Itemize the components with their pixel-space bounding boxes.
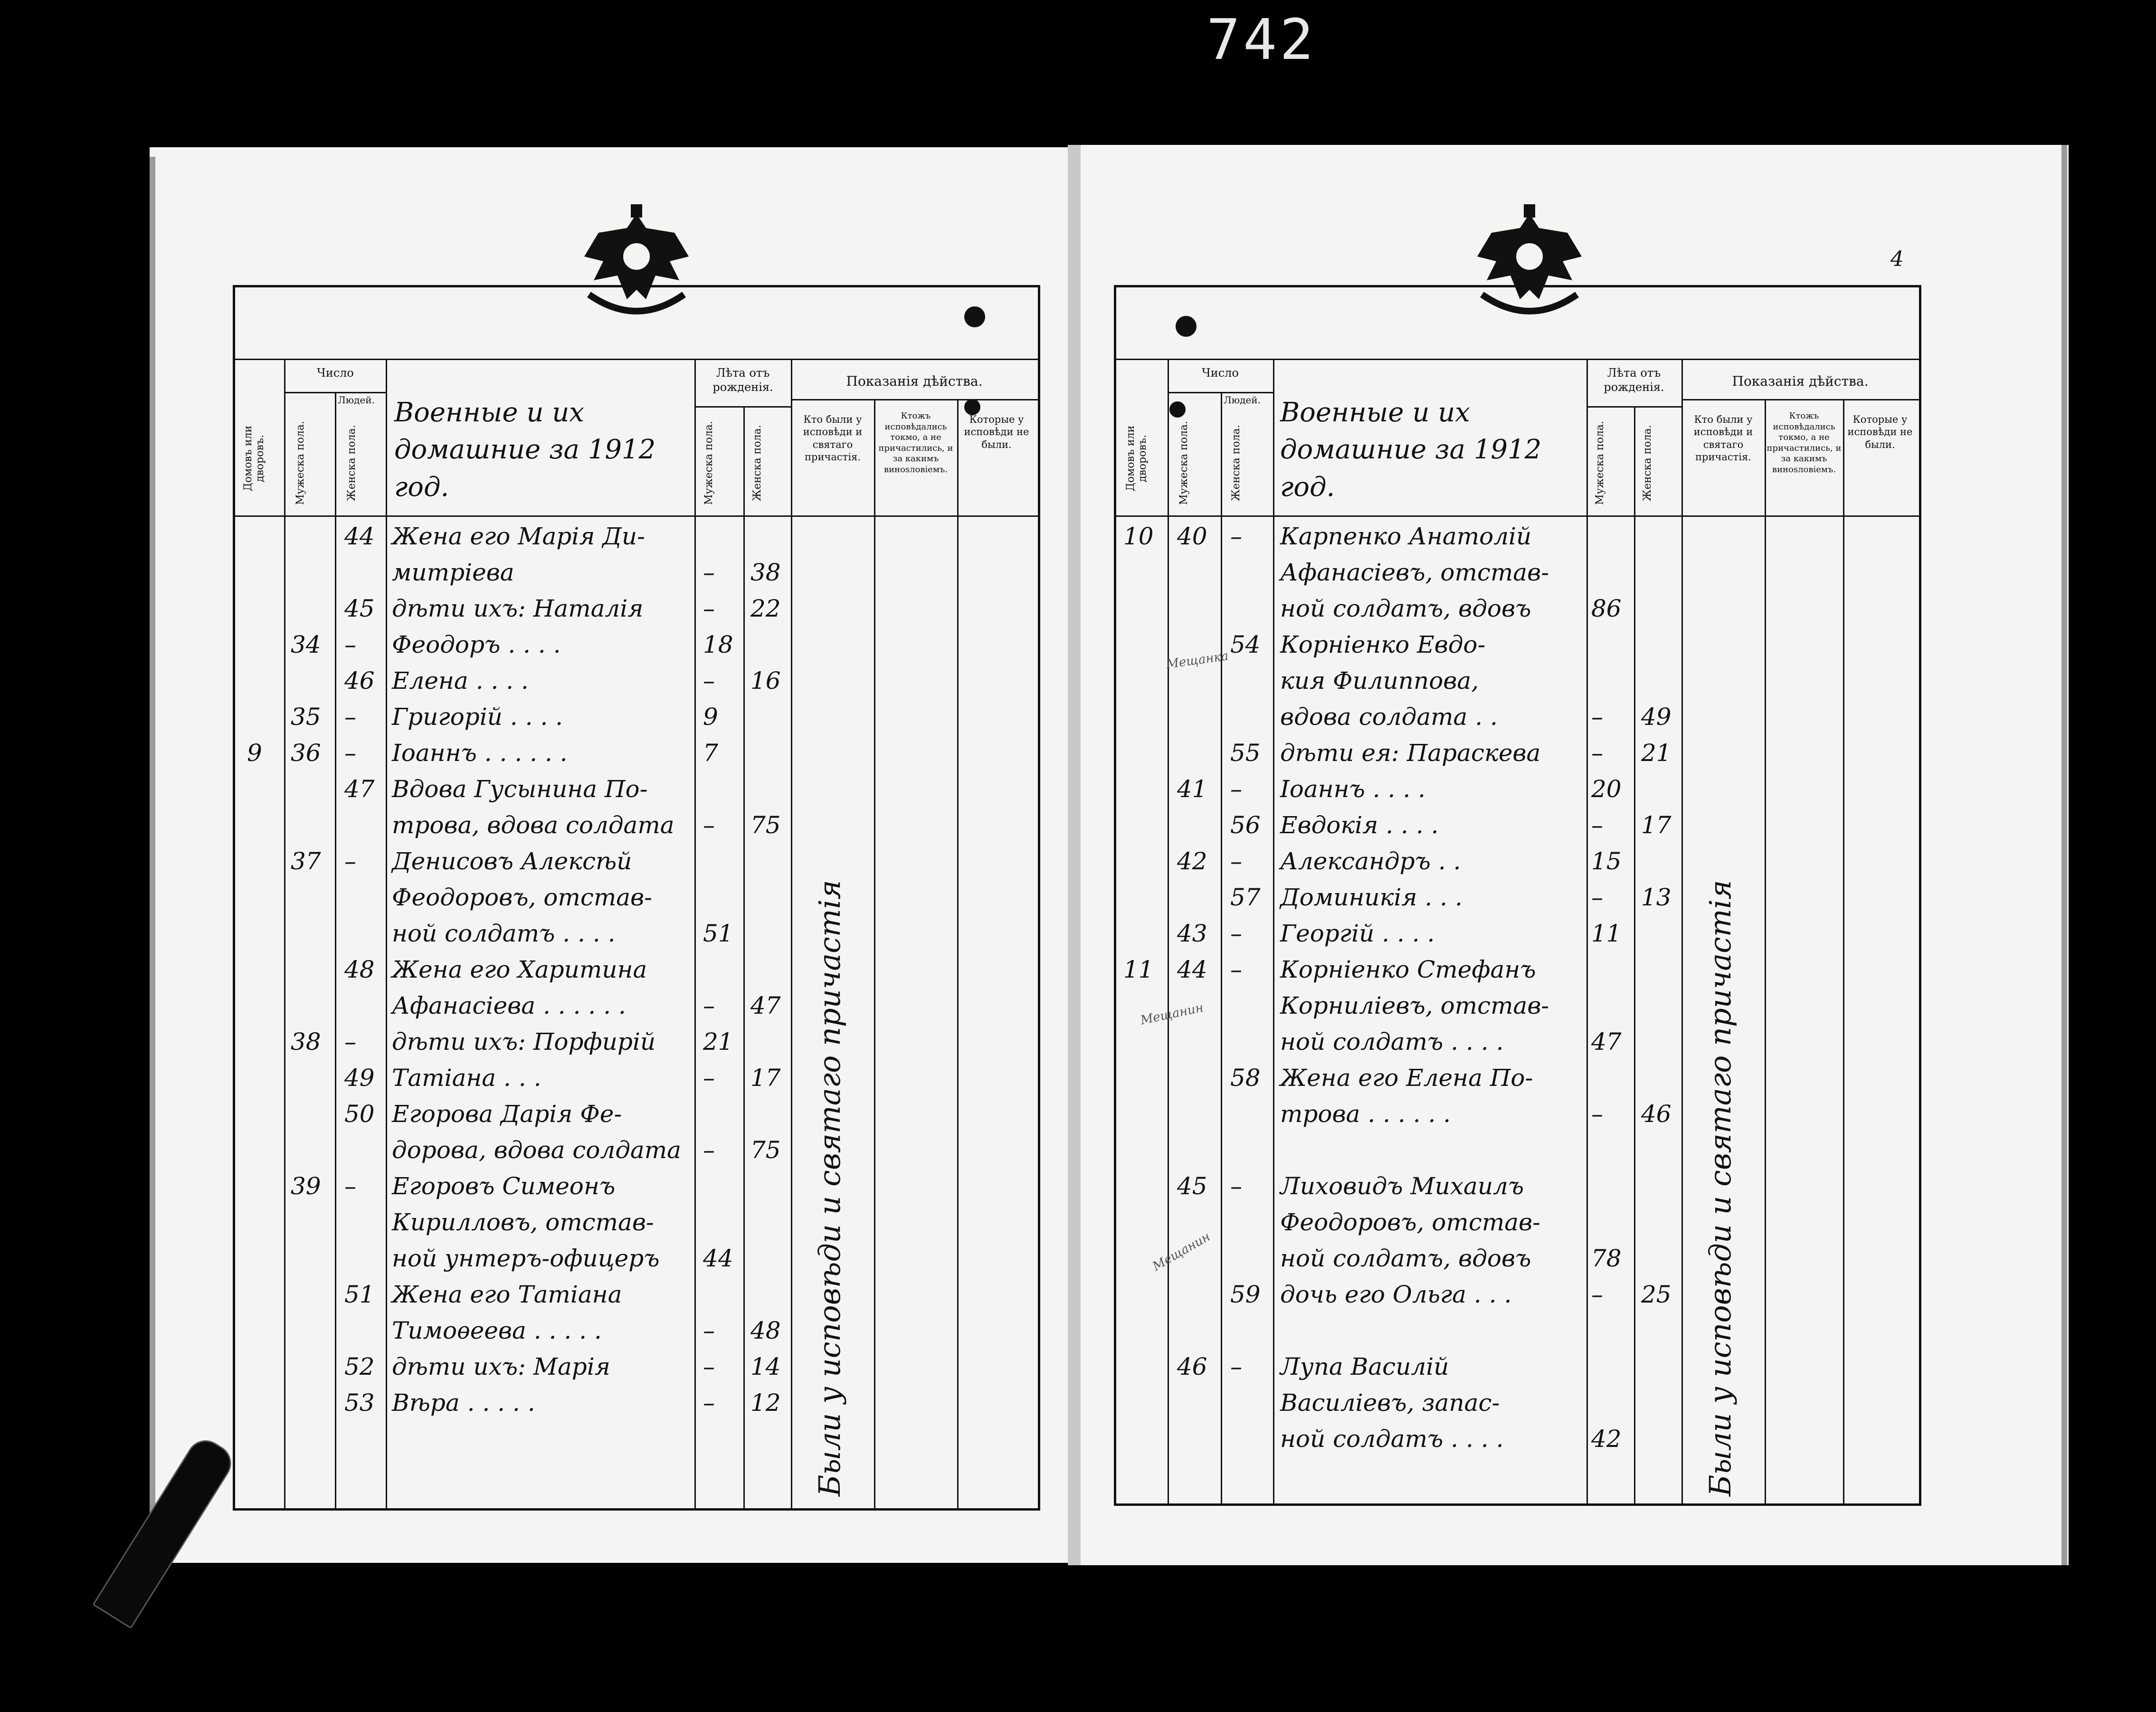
entry-name: Доминикія . . . (1280, 884, 1463, 911)
rule (335, 392, 336, 1508)
male-number: 44 (1177, 956, 1207, 983)
entry-name: дочь его Ольга . . . (1280, 1281, 1512, 1308)
age-male: – (703, 992, 715, 1019)
age-female: 47 (750, 992, 781, 1019)
age-female: 21 (1641, 739, 1672, 767)
age-female: 75 (750, 1136, 781, 1164)
age-male: 7 (703, 739, 718, 767)
female-number: – (344, 1172, 356, 1200)
age-male: – (703, 559, 715, 586)
male-number: 41 (1177, 775, 1207, 803)
margin-note: Мещанка (1165, 648, 1230, 672)
rule (1681, 399, 1919, 400)
rule (1114, 515, 1919, 517)
entry-name: Карпенко Анатолій (1280, 523, 1532, 550)
entry-name: ной солдатъ, вдовъ (1280, 1245, 1531, 1272)
rule (233, 515, 1038, 517)
rule (791, 359, 792, 1508)
age-female: 17 (750, 1064, 781, 1092)
female-number: 44 (344, 523, 375, 550)
header-kotorye: Которые у исповѣди не были. (964, 414, 1029, 450)
female-number: – (1230, 956, 1242, 983)
age-male: 18 (703, 631, 733, 658)
rule (233, 359, 1038, 360)
female-number: 54 (1230, 631, 1261, 658)
female-number: 57 (1230, 884, 1261, 911)
age-male: – (703, 667, 715, 694)
female-number: 45 (344, 595, 375, 622)
age-male: 21 (703, 1028, 733, 1056)
entry-name: ной солдатъ . . . . (1280, 1425, 1504, 1453)
female-number: 59 (1230, 1281, 1261, 1308)
house-number: 11 (1123, 956, 1154, 983)
header-domov: Домовъ или дворовъ. (1125, 425, 1149, 492)
male-number: 40 (1177, 523, 1207, 550)
entry-name: Георгій . . . . (1280, 920, 1435, 947)
age-male: – (1591, 739, 1603, 767)
header-chislo: Число (317, 366, 354, 380)
entry-name: ной солдатъ . . . . (392, 920, 616, 947)
entry-name: Лиховидъ Михаилъ (1280, 1172, 1524, 1200)
header-leta-male: Мужеска пола. (703, 421, 715, 505)
age-male: 44 (703, 1245, 733, 1272)
header-chislo: Число (1202, 366, 1239, 380)
female-number: 51 (344, 1281, 375, 1308)
vertical-note-left: Были у исповѣди и святаго причастія (812, 880, 847, 1496)
header-lyudey: Людей. (1224, 394, 1261, 406)
rule (1843, 399, 1844, 1503)
house-number: 9 (247, 739, 262, 767)
entry-name: дѣти ихъ: Наталія (392, 595, 644, 622)
entry-name: ной солдатъ, вдовъ (1280, 595, 1531, 622)
age-male: – (703, 1136, 715, 1164)
entry-name: Василіевъ, запас- (1280, 1389, 1500, 1417)
entry-name: трова, вдова солдата (392, 811, 674, 839)
female-number: 56 (1230, 811, 1261, 839)
age-male: – (1591, 1281, 1603, 1308)
house-number: 10 (1123, 523, 1154, 550)
female-number: – (1230, 1172, 1242, 1200)
entry-name: вдова солдата . . (1280, 703, 1498, 731)
male-number: 37 (291, 847, 321, 875)
rule (694, 406, 791, 408)
age-female: 38 (750, 559, 781, 586)
entry-name: Егоровъ Симеонъ (392, 1172, 616, 1200)
age-male: 15 (1591, 847, 1622, 875)
age-male: – (1591, 1100, 1603, 1128)
age-male: – (703, 595, 715, 622)
male-number: 42 (1177, 847, 1207, 875)
entry-name: дорова, вдова солдата (392, 1136, 681, 1164)
film-frame-number: 742 (1206, 7, 1317, 72)
header-leta: Лѣта отъ рожденія. (1604, 366, 1664, 394)
female-number: – (1230, 775, 1242, 803)
age-female: 14 (750, 1353, 781, 1380)
header-title-handwritten: Военные и их домашние за 1912 год. (1280, 397, 1542, 503)
entry-name: Александръ . . (1280, 847, 1461, 875)
header-ktozh: Ктожъ исповѣдались токмо, а не причастились, и за какимъ виноsловіемъ. (878, 411, 953, 475)
rule (1586, 406, 1681, 408)
rule (957, 399, 959, 1508)
rule (284, 392, 386, 393)
female-number: 52 (344, 1353, 375, 1380)
female-number: 49 (344, 1064, 375, 1092)
folio-number: 4 (1890, 247, 1904, 271)
entry-name: Афанасіева . . . . . . (392, 992, 626, 1019)
age-male: 47 (1591, 1028, 1622, 1056)
entry-name: Корніенко Евдо- (1280, 631, 1486, 658)
age-female: 16 (750, 667, 781, 694)
book-spine (1068, 145, 1082, 1565)
header-leta-female: Женска пола. (751, 425, 763, 502)
age-female: 13 (1641, 884, 1672, 911)
header-male: Мужеска пола. (1178, 421, 1190, 505)
female-number: 58 (1230, 1064, 1261, 1092)
right-page-edge (2061, 145, 2067, 1565)
age-male: 78 (1591, 1245, 1622, 1272)
age-female: 17 (1641, 811, 1672, 839)
age-male: – (703, 811, 715, 839)
header-kto-byli: Кто были у исповѣди и святаго причастія. (1693, 414, 1753, 463)
female-number: 53 (344, 1389, 375, 1417)
age-male: 9 (703, 703, 718, 731)
female-number: – (344, 739, 356, 767)
entry-name: Лупа Василій (1280, 1353, 1449, 1380)
entry-name: Феодоровъ, отстав- (1280, 1208, 1541, 1236)
margin-note: Мещанин (1150, 1229, 1213, 1274)
entry-name: Жена его Марія Ди- (392, 523, 646, 550)
age-female: 75 (750, 811, 781, 839)
entry-name: митріева (392, 559, 514, 586)
female-number: 55 (1230, 739, 1261, 767)
header-lyudey: Людей. (338, 394, 375, 406)
age-female: 46 (1641, 1100, 1672, 1128)
entry-name: Жена его Харитина (392, 956, 647, 983)
age-male: 51 (703, 920, 733, 947)
entry-name: кия Филиппова, (1280, 667, 1479, 694)
age-male: – (703, 1353, 715, 1380)
entry-name: ной унтеръ-офицеръ (392, 1245, 660, 1272)
male-number: 43 (1177, 920, 1207, 947)
entry-name: Феодоръ . . . . (392, 631, 561, 658)
age-male: – (703, 1317, 715, 1344)
entry-name: Феодоровъ, отстав- (392, 884, 653, 911)
rule (1221, 392, 1222, 1503)
entry-name: Григорій . . . . (392, 703, 563, 731)
age-male: 11 (1591, 920, 1622, 947)
rule (1114, 359, 1919, 360)
male-number: 46 (1177, 1353, 1207, 1380)
rule (874, 399, 875, 1508)
age-male: – (703, 1064, 715, 1092)
entry-name: дѣти ея: Параскева (1280, 739, 1541, 767)
female-number: 46 (344, 667, 375, 694)
age-male: – (703, 1389, 715, 1417)
entry-name: Татіана . . . (392, 1064, 541, 1092)
rule (1586, 359, 1588, 1503)
age-male: 42 (1591, 1425, 1622, 1453)
entry-name: Егорова Дарія Фе- (392, 1100, 622, 1128)
header-female: Женска пола. (346, 425, 358, 502)
female-number: – (344, 847, 356, 875)
entry-name: Корніенко Стефанъ (1280, 956, 1536, 983)
rule (1765, 399, 1766, 1503)
female-number: – (344, 1028, 356, 1056)
entry-name: Кирилловъ, отстав- (392, 1208, 654, 1236)
entry-name: дѣти ихъ: Марія (392, 1353, 610, 1380)
margin-note: Мещанин (1139, 1000, 1205, 1028)
female-number: 47 (344, 775, 375, 803)
header-kotorye: Которые у исповѣди не были. (1847, 414, 1913, 450)
age-male: – (1591, 703, 1603, 731)
male-number: 36 (291, 739, 321, 767)
rule (1168, 392, 1273, 393)
entry-name: Жена его Елена По- (1280, 1064, 1533, 1092)
header-pokazaniya: Показанія дѣйства. (846, 373, 983, 389)
entry-name: Вдова Гусынина По- (392, 775, 648, 803)
female-number: – (1230, 1353, 1242, 1380)
age-female: 25 (1641, 1281, 1672, 1308)
rule (1634, 406, 1635, 1503)
entry-name: дѣти ихъ: Порфирій (392, 1028, 656, 1056)
header-domov: Домовъ или дворовъ. (242, 425, 266, 492)
header-leta-male: Мужеска пола. (1594, 421, 1606, 505)
rule (386, 359, 387, 1508)
female-number: 50 (344, 1100, 375, 1128)
male-number: 45 (1177, 1172, 1207, 1200)
male-number: 38 (291, 1028, 321, 1056)
entry-name: Іоаннъ . . . . (1280, 775, 1426, 803)
female-number: – (344, 631, 356, 658)
vertical-note-right: Были у исповѣди и святаго причастія (1703, 880, 1738, 1496)
header-leta: Лѣта отъ рожденія. (712, 366, 773, 394)
age-female: 49 (1641, 703, 1672, 731)
rule (284, 359, 285, 1508)
header-pokazaniya: Показанія дѣйства. (1732, 373, 1869, 389)
header-female: Женска пола. (1230, 425, 1242, 502)
entry-name: Евдокія . . . . (1280, 811, 1439, 839)
header-title-handwritten: Военные и их домашние за 1912 год. (394, 397, 656, 503)
male-number: 35 (291, 703, 321, 731)
female-number: – (344, 703, 356, 731)
rule (743, 406, 745, 1508)
rule (1273, 359, 1274, 1503)
entry-name: Афанасіевъ, отстав- (1280, 559, 1549, 586)
rule (1168, 359, 1169, 1503)
entry-name: Елена . . . . (392, 667, 529, 694)
rule (694, 359, 696, 1508)
header-ktozh: Ктожъ исповѣдались токмо, а не причастились, и за какимъ виноsловіемъ. (1767, 411, 1842, 475)
entry-name: ной солдатъ . . . . (1280, 1028, 1504, 1056)
age-female: 22 (750, 595, 781, 622)
female-number: – (1230, 920, 1242, 947)
entry-name: Тимоѳеева . . . . . (392, 1317, 602, 1344)
age-male: 20 (1591, 775, 1622, 803)
header-leta-female: Женска пола. (1642, 425, 1653, 502)
female-number: – (1230, 847, 1242, 875)
entry-name: Денисовъ Алексѣй (392, 847, 632, 875)
age-female: 48 (750, 1317, 781, 1344)
entry-name: Вѣра . . . . . (392, 1389, 535, 1417)
header-kto-byli: Кто были у исповѣди и святаго причастія. (803, 414, 863, 463)
entry-name: Іоаннъ . . . . . . (392, 739, 568, 767)
entry-name: Жена его Татіана (392, 1281, 622, 1308)
age-female: 12 (750, 1389, 781, 1417)
entry-name: трова . . . . . . (1280, 1100, 1451, 1128)
age-male: – (1591, 811, 1603, 839)
entry-name: Корниліевъ, отстав- (1280, 992, 1549, 1019)
rule (791, 399, 1038, 400)
age-male: 86 (1591, 595, 1622, 622)
female-number: – (1230, 523, 1242, 550)
rule (1681, 359, 1683, 1503)
left-page-edge (150, 157, 155, 1563)
female-number: 48 (344, 956, 375, 983)
male-number: 34 (291, 631, 321, 658)
male-number: 39 (291, 1172, 321, 1200)
header-male: Мужеска пола. (294, 421, 306, 505)
age-male: – (1591, 884, 1603, 911)
